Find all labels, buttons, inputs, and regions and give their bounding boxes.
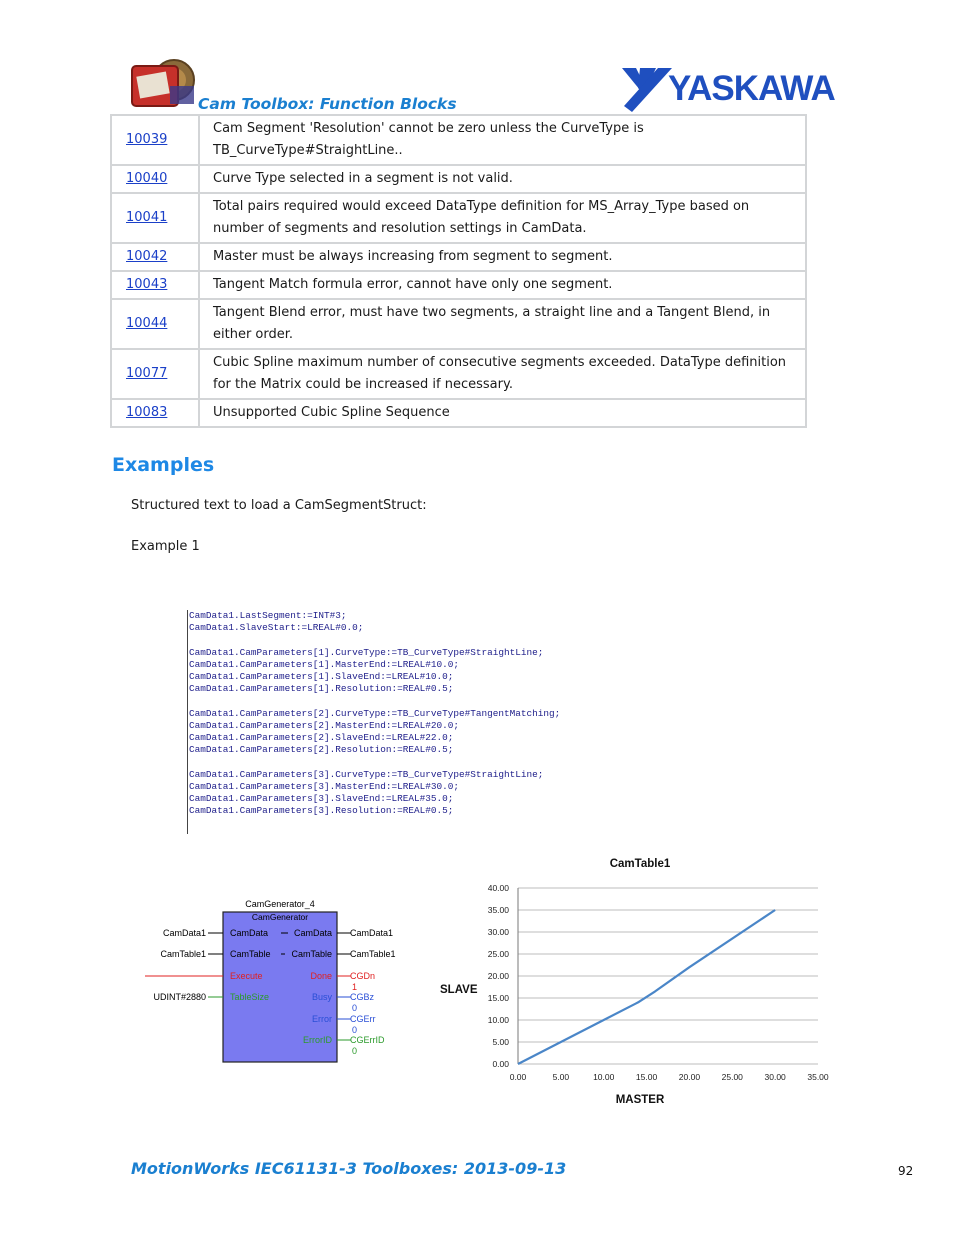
output-variable-label: CamTable1: [350, 949, 396, 959]
x-tick-label: 30.00: [764, 1072, 786, 1082]
error-row-10040: [111, 165, 806, 193]
output-value: 0: [352, 1003, 358, 1013]
structured-text-code-listing: [130, 610, 630, 835]
input-pin-label: CamTable: [230, 949, 271, 959]
code-line-statement: CamData1.CamParameters[1].SlaveEnd:=LREAL#10.0;: [189, 671, 454, 682]
error-code-cell: [111, 165, 199, 193]
y-tick-label: 30.00: [487, 927, 509, 937]
toolbox-logo-icon: [130, 58, 200, 112]
input-pin-label: CamData: [230, 928, 269, 938]
footer-title: MotionWorks IEC61131-3 Toolboxes: 2013-09-13: [131, 1159, 567, 1178]
examples-intro-text: Structured text to load a CamSegmentStruct:: [131, 498, 427, 513]
camtable-chart: [436, 852, 836, 1112]
code-line-statement: CamData1.CamParameters[2].SlaveEnd:=LREAL#22.0;: [189, 732, 454, 743]
code-line-statement: CamData1.SlaveStart:=LREAL#0.0;: [189, 622, 364, 634]
output-variable-label: CGErrID: [350, 1035, 385, 1045]
error-description-cell: Cubic Spline maximum number of consecutive segments exceeded. DataType definition for the Matrix could be increased if necessary.: [199, 349, 806, 399]
input-pin-label: Execute: [230, 971, 263, 981]
error-code-link[interactable]: 10040: [126, 171, 168, 186]
code-line-statement: CamData1.CamParameters[3].SlaveEnd:=LREAL#35.0;: [189, 793, 454, 804]
output-variable-label: CGErr: [350, 1014, 376, 1024]
output-value: 0: [352, 1046, 358, 1056]
output-pin-label: Error: [312, 1014, 332, 1024]
y-tick-label: 35.00: [487, 905, 509, 915]
page-number: 92: [898, 1164, 914, 1178]
block-instance-name: CamGenerator_4: [245, 899, 315, 909]
error-code-cell: [111, 399, 199, 427]
error-row-10039: [111, 115, 806, 165]
y-tick-label: 0.00: [492, 1059, 509, 1069]
y-tick-label: 20.00: [487, 971, 509, 981]
code-line-statement: CamData1.LastSegment:=INT#3;: [189, 610, 347, 621]
y-tick-label: 25.00: [487, 949, 509, 959]
error-description-cell: Curve Type selected in a segment is not valid.: [199, 165, 806, 193]
x-tick-label: 0.00: [509, 1072, 527, 1082]
error-code-cell: [111, 115, 199, 165]
error-description-cell: Cam Segment 'Resolution' cannot be zero unless the CurveType is TB_CurveType#StraightLine..: [199, 115, 806, 165]
error-row-10043: [111, 271, 806, 299]
output-pin-label: Done: [310, 971, 332, 981]
svg-text:YASKAWA: YASKAWA: [668, 69, 835, 108]
output-pin-label: Busy: [311, 992, 332, 1002]
error-code-link[interactable]: 10043: [126, 277, 168, 292]
y-tick-label: 15.00: [487, 993, 509, 1003]
example-label: Example 1: [131, 539, 200, 554]
examples-heading: Examples: [112, 454, 215, 476]
error-code-link[interactable]: 10042: [126, 249, 168, 264]
block-type-name: CamGenerator: [251, 912, 309, 922]
error-description-cell: Tangent Blend error, must have two segments, a straight line and a Tangent Blend, in either order.: [199, 299, 806, 349]
code-line-statement: CamData1.CamParameters[3].MasterEnd:=LREAL#30.0;: [189, 780, 460, 792]
output-pin-label: CamTable: [291, 949, 332, 959]
error-row-10041: [111, 193, 806, 243]
y-axis-label: SLAVE: [440, 984, 478, 996]
y-tick-label: 40.00: [487, 883, 509, 893]
output-value: 0: [352, 1025, 358, 1035]
error-code-link[interactable]: 10044: [126, 316, 168, 331]
x-axis-label: MASTER: [615, 1094, 665, 1106]
yaskawa-logo: [622, 66, 844, 112]
error-code-link[interactable]: 10083: [126, 405, 168, 420]
error-code-cell: [111, 299, 199, 349]
error-code-cell: [111, 349, 199, 399]
output-value: 1: [352, 982, 358, 992]
x-tick-label: 35.00: [807, 1072, 829, 1082]
error-description-cell: Master must be always increasing from segment to segment.: [199, 243, 806, 271]
code-line-statement: CamData1.CamParameters[3].Resolution:=REAL#0.5;: [189, 805, 454, 817]
input-variable-label: CamTable1: [160, 949, 206, 959]
input-pin-label: TableSize: [230, 992, 270, 1002]
code-line-statement: CamData1.CamParameters[1].Resolution:=REAL#0.5;: [189, 683, 454, 695]
code-line-statement: CamData1.CamParameters[2].Resolution:=REAL#0.5;: [189, 744, 454, 756]
x-tick-label: 15.00: [635, 1072, 658, 1082]
series-line-0: [518, 910, 775, 1064]
x-tick-label: 10.00: [593, 1072, 615, 1082]
error-code-cell: [111, 243, 199, 271]
output-variable-label: CamData1: [350, 928, 394, 938]
error-code-cell: [111, 193, 199, 243]
output-pin-label: CamData: [293, 928, 332, 938]
code-line-statement: CamData1.CamParameters[2].MasterEnd:=LREAL#20.0;: [189, 719, 460, 731]
output-pin-label: ErrorID: [303, 1035, 332, 1045]
error-description-cell: Total pairs required would exceed DataType definition for MS_Array_Type based on number of segments and resolution settings in CamData.: [199, 193, 806, 243]
error-description-cell: Tangent Match formula error, cannot have only one segment.: [199, 271, 806, 299]
output-variable-label: CGDn: [350, 971, 376, 981]
input-variable-label: CamData1: [162, 928, 206, 938]
x-tick-label: 25.00: [721, 1072, 743, 1082]
error-code-link[interactable]: 10077: [126, 366, 168, 381]
x-tick-label: 5.00: [552, 1072, 570, 1082]
error-code-link[interactable]: 10041: [126, 210, 168, 225]
code-gutter-line: [187, 610, 188, 834]
error-row-10042: [111, 243, 806, 271]
y-tick-label: 5.00: [492, 1037, 509, 1047]
code-line-statement: CamData1.CamParameters[1].MasterEnd:=LREAL#10.0;: [189, 658, 460, 670]
code-line-statement: CamData1.CamParameters[1].CurveType:=TB_CurveType#StraightLine;: [189, 646, 544, 658]
error-description-cell: Unsupported Cubic Spline Sequence: [199, 399, 806, 427]
code-line-statement: CamData1.CamParameters[2].CurveType:=TB_CurveType#TangentMatching;: [189, 707, 561, 719]
code-line-statement: CamData1.CamParameters[3].CurveType:=TB_CurveType#StraightLine;: [189, 768, 544, 780]
input-variable-label: UDINT#2880: [153, 992, 206, 1002]
section-header-title: Cam Toolbox: Function Blocks: [198, 95, 457, 113]
camgenerator-function-block-diagram: [140, 895, 440, 1065]
error-row-10077: [111, 349, 806, 399]
y-tick-label: 10.00: [487, 1015, 509, 1025]
error-code-cell: [111, 271, 199, 299]
error-codes-table: [110, 114, 807, 428]
chart-title: CamTable1: [609, 858, 671, 870]
error-code-link[interactable]: 10039: [126, 132, 168, 147]
output-variable-label: CGBz: [350, 992, 375, 1002]
x-tick-label: 20.00: [678, 1072, 701, 1082]
error-row-10083: [111, 399, 806, 427]
error-row-10044: [111, 299, 806, 349]
